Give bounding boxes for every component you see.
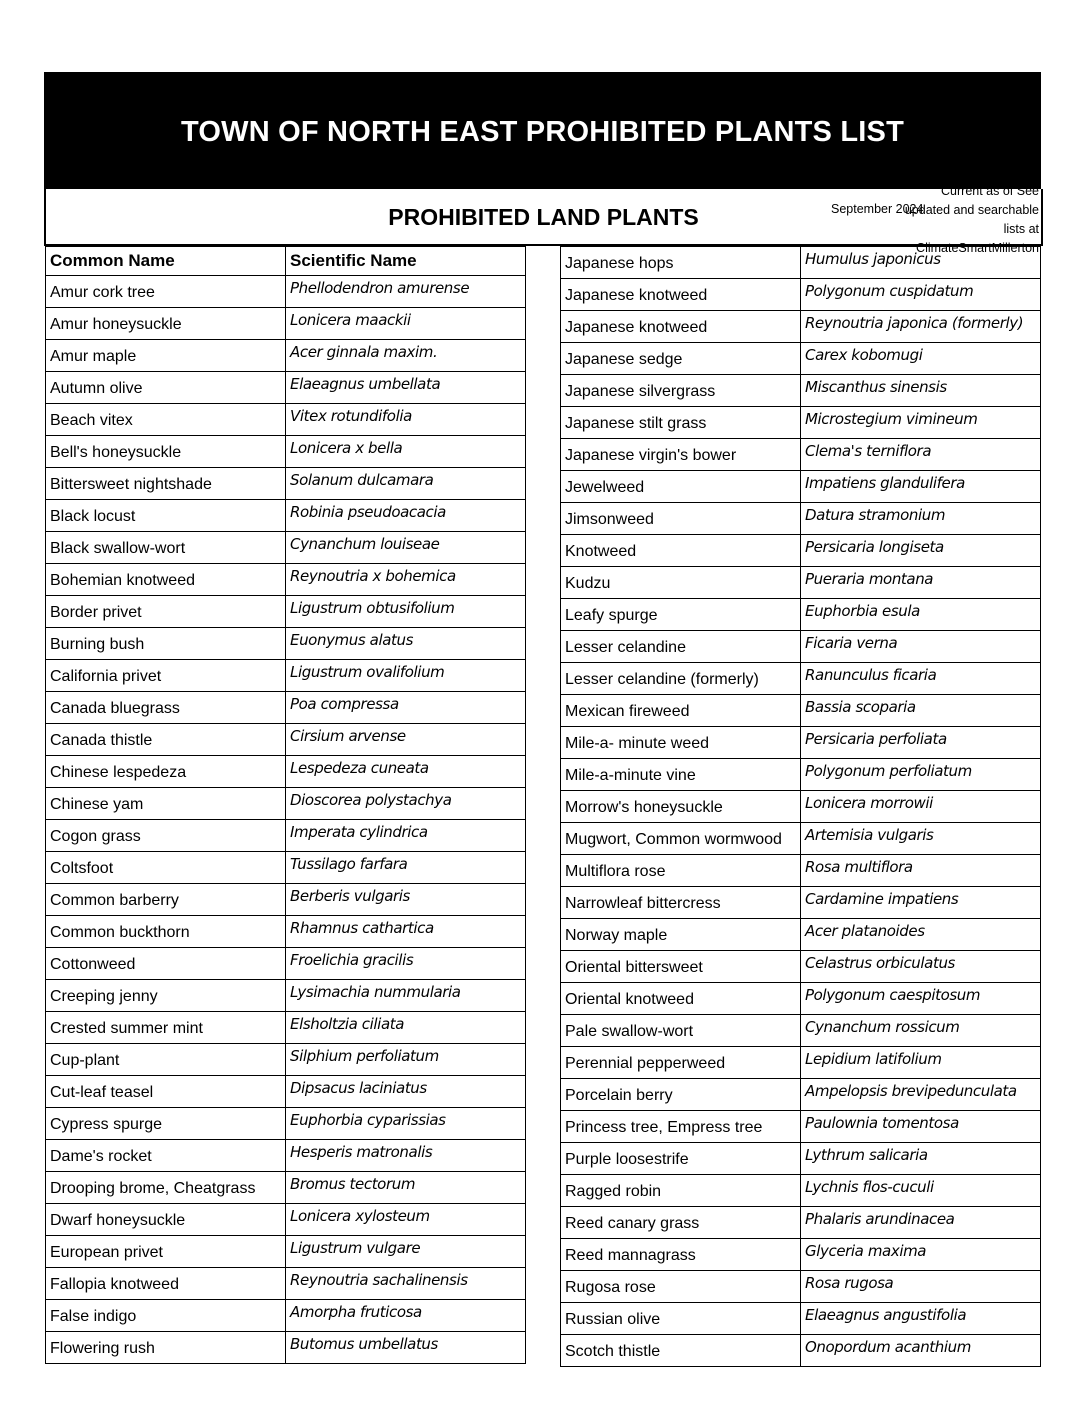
table-row (46, 436, 526, 468)
table-row (561, 1271, 1041, 1303)
plants-table-left-body (46, 276, 526, 1364)
table-row (46, 1140, 526, 1172)
common-name-cell: Multiflora rose (561, 855, 801, 887)
common-name-cell: Jewelweed (561, 471, 801, 503)
table-row (561, 1111, 1041, 1143)
current-as-of-date: September 2024 (831, 202, 924, 216)
scientific-name-cell: Dipsacus laciniatus (286, 1076, 526, 1108)
common-name-cell: Amur cork tree (46, 276, 286, 308)
table-row (561, 951, 1041, 983)
scientific-name-cell: Lonicera xylosteum (286, 1204, 526, 1236)
common-name-cell: Cottonweed (46, 948, 286, 980)
table-row (561, 695, 1041, 727)
table-row (561, 1207, 1041, 1239)
table-row (561, 983, 1041, 1015)
common-name-cell: Cup-plant (46, 1044, 286, 1076)
common-name-cell: Flowering rush (46, 1332, 286, 1364)
scientific-name-cell: Clema's terniflora (801, 439, 1041, 471)
common-name-cell: Coltsfoot (46, 852, 286, 884)
scientific-name-cell: Amorpha fruticosa (286, 1300, 526, 1332)
common-name-header: Common Name (46, 247, 286, 276)
section-header (44, 184, 1043, 255)
scientific-name-cell: Miscanthus sinensis (801, 375, 1041, 407)
table-row (46, 948, 526, 980)
table-row (561, 855, 1041, 887)
common-name-cell: Bell's honeysuckle (46, 436, 286, 468)
table-row (46, 1268, 526, 1300)
table-row (46, 756, 526, 788)
common-name-cell: Lesser celandine (formerly) (561, 663, 801, 695)
table-row (46, 1108, 526, 1140)
scientific-name-cell: Bassia scoparia (801, 695, 1041, 727)
common-name-cell: Rugosa rose (561, 1271, 801, 1303)
table-row (46, 1012, 526, 1044)
plants-table-left (45, 246, 526, 1364)
scientific-name-cell: Rosa multiflora (801, 855, 1041, 887)
table-row (46, 564, 526, 596)
common-name-cell: Japanese stilt grass (561, 407, 801, 439)
common-name-cell: Russian olive (561, 1303, 801, 1335)
scientific-name-cell: Berberis vulgaris (286, 884, 526, 916)
scientific-name-cell: Poa compressa (286, 692, 526, 724)
scientific-name-cell: Vitex rotundifolia (286, 404, 526, 436)
table-row (46, 596, 526, 628)
table-row (46, 308, 526, 340)
table-row (46, 980, 526, 1012)
scientific-name-cell: Polygonum caespitosum (801, 983, 1041, 1015)
table-row (46, 852, 526, 884)
common-name-cell: Princess tree, Empress tree (561, 1111, 801, 1143)
table-row (561, 727, 1041, 759)
scientific-name-cell: Cirsium arvense (286, 724, 526, 756)
table-row (46, 404, 526, 436)
scientific-name-cell: Acer ginnala maxim. (286, 340, 526, 372)
common-name-cell: Dame's rocket (46, 1140, 286, 1172)
scientific-name-cell: Lychnis flos-cuculi (801, 1175, 1041, 1207)
scientific-name-cell: Ligustrum obtusifolium (286, 596, 526, 628)
common-name-cell: Drooping brome, Cheatgrass (46, 1172, 286, 1204)
scientific-name-cell: Elaeagnus angustifolia (801, 1303, 1041, 1335)
common-name-cell: Knotweed (561, 535, 801, 567)
scientific-name-cell: Ligustrum vulgare (286, 1236, 526, 1268)
scientific-name-cell: Euonymus alatus (286, 628, 526, 660)
table-row (561, 343, 1041, 375)
common-name-cell: Chinese yam (46, 788, 286, 820)
common-name-cell: Reed mannagrass (561, 1239, 801, 1271)
common-name-cell: Bittersweet nightshade (46, 468, 286, 500)
scientific-name-cell: Acer platanoides (801, 919, 1041, 951)
common-name-cell: Scotch thistle (561, 1335, 801, 1367)
common-name-cell: Pale swallow-wort (561, 1015, 801, 1047)
common-name-cell: Autumn olive (46, 372, 286, 404)
update-note: Current as of See updated and searchable lists at ClimateSmartMillerton (904, 184, 1039, 255)
table-row (46, 660, 526, 692)
scientific-name-cell: Solanum dulcamara (286, 468, 526, 500)
table-row (46, 1172, 526, 1204)
scientific-name-cell: Bromus tectorum (286, 1172, 526, 1204)
scientific-name-cell: Persicaria longiseta (801, 535, 1041, 567)
common-name-cell: Cogon grass (46, 820, 286, 852)
common-name-cell: Chinese lespedeza (46, 756, 286, 788)
common-name-cell: Dwarf honeysuckle (46, 1204, 286, 1236)
plants-table-right (560, 246, 1041, 1367)
scientific-name-cell: Humulus japonicus (801, 247, 1041, 279)
common-name-cell: Japanese silvergrass (561, 375, 801, 407)
common-name-cell: Jimsonweed (561, 503, 801, 535)
common-name-cell: Black swallow-wort (46, 532, 286, 564)
common-name-cell: Cypress spurge (46, 1108, 286, 1140)
table-row (46, 340, 526, 372)
common-name-cell: Common buckthorn (46, 916, 286, 948)
table-row (46, 724, 526, 756)
table-row (561, 791, 1041, 823)
scientific-name-cell: Reynoutria japonica (formerly) (801, 311, 1041, 343)
scientific-name-cell: Carex kobomugi (801, 343, 1041, 375)
table-row (561, 663, 1041, 695)
common-name-cell: Japanese knotweed (561, 311, 801, 343)
scientific-name-cell: Rhamnus cathartica (286, 916, 526, 948)
scientific-name-cell: Impatiens glandulifera (801, 471, 1041, 503)
title-banner (44, 72, 1041, 189)
common-name-cell: Amur maple (46, 340, 286, 372)
scientific-name-cell: Robinia pseudoacacia (286, 500, 526, 532)
table-row (46, 788, 526, 820)
table-row (561, 887, 1041, 919)
scientific-name-cell: Tussilago farfara (286, 852, 526, 884)
scientific-name-cell: Lonicera maackii (286, 308, 526, 340)
table-row (46, 372, 526, 404)
scientific-name-cell: Polygonum cuspidatum (801, 279, 1041, 311)
common-name-cell: Mile-a- minute weed (561, 727, 801, 759)
scientific-name-cell: Lysimachia nummularia (286, 980, 526, 1012)
scientific-name-cell: Ampelopsis brevipedunculata (801, 1079, 1041, 1111)
table-row (46, 532, 526, 564)
scientific-name-cell: Ficaria verna (801, 631, 1041, 663)
common-name-cell: Burning bush (46, 628, 286, 660)
scientific-name-cell: Euphorbia esula (801, 599, 1041, 631)
table-row (46, 1236, 526, 1268)
table-row (561, 1143, 1041, 1175)
table-row (46, 276, 526, 308)
table-row (46, 916, 526, 948)
common-name-cell: Crested summer mint (46, 1012, 286, 1044)
common-name-cell: Creeping jenny (46, 980, 286, 1012)
common-name-cell: Kudzu (561, 567, 801, 599)
scientific-name-cell: Cynanchum rossicum (801, 1015, 1041, 1047)
table-row (561, 1175, 1041, 1207)
scientific-name-header: Scientific Name (286, 247, 526, 276)
table-row (46, 820, 526, 852)
scientific-name-cell: Phellodendron amurense (286, 276, 526, 308)
scientific-name-cell: Polygonum perfoliatum (801, 759, 1041, 791)
common-name-cell: Common barberry (46, 884, 286, 916)
scientific-name-cell: Lespedeza cuneata (286, 756, 526, 788)
scientific-name-cell: Cynanchum louiseae (286, 532, 526, 564)
scientific-name-cell: Elaeagnus umbellata (286, 372, 526, 404)
scientific-name-cell: Ligustrum ovalifolium (286, 660, 526, 692)
table-row (561, 311, 1041, 343)
table-row (561, 375, 1041, 407)
table-row (46, 500, 526, 532)
common-name-cell: Fallopia knotweed (46, 1268, 286, 1300)
table-row (561, 1303, 1041, 1335)
common-name-cell: Narrowleaf bittercress (561, 887, 801, 919)
scientific-name-cell: Phalaris arundinacea (801, 1207, 1041, 1239)
common-name-cell: Amur honeysuckle (46, 308, 286, 340)
common-name-cell: Purple loosestrife (561, 1143, 801, 1175)
scientific-name-cell: Reynoutria x bohemica (286, 564, 526, 596)
common-name-cell: Mile-a-minute vine (561, 759, 801, 791)
table-row (561, 535, 1041, 567)
common-name-cell: Porcelain berry (561, 1079, 801, 1111)
scientific-name-cell: Lepidium latifolium (801, 1047, 1041, 1079)
table-row (561, 1079, 1041, 1111)
common-name-cell: Ragged robin (561, 1175, 801, 1207)
scientific-name-cell: Onopordum acanthium (801, 1335, 1041, 1367)
scientific-name-cell: Froelichia gracilis (286, 948, 526, 980)
table-row (46, 884, 526, 916)
common-name-cell: Japanese virgin's bower (561, 439, 801, 471)
common-name-cell: Leafy spurge (561, 599, 801, 631)
common-name-cell: Japanese hops (561, 247, 801, 279)
common-name-cell: Canada thistle (46, 724, 286, 756)
common-name-cell: False indigo (46, 1300, 286, 1332)
scientific-name-cell: Butomus umbellatus (286, 1332, 526, 1364)
table-row (561, 599, 1041, 631)
table-row (561, 759, 1041, 791)
common-name-cell: Cut-leaf teasel (46, 1076, 286, 1108)
table-row (46, 692, 526, 724)
common-name-cell: Oriental bittersweet (561, 951, 801, 983)
scientific-name-cell: Rosa rugosa (801, 1271, 1041, 1303)
table-row (561, 247, 1041, 279)
scientific-name-cell: Hesperis matronalis (286, 1140, 526, 1172)
scientific-name-cell: Silphium perfoliatum (286, 1044, 526, 1076)
table-header-row (46, 247, 526, 276)
common-name-cell: Black locust (46, 500, 286, 532)
scientific-name-cell: Lonicera morrowii (801, 791, 1041, 823)
common-name-cell: Japanese knotweed (561, 279, 801, 311)
common-name-cell: European privet (46, 1236, 286, 1268)
scientific-name-cell: Dioscorea polystachya (286, 788, 526, 820)
common-name-cell: Reed canary grass (561, 1207, 801, 1239)
scientific-name-cell: Lonicera x bella (286, 436, 526, 468)
table-row (46, 628, 526, 660)
table-row (561, 279, 1041, 311)
table-row (561, 439, 1041, 471)
scientific-name-cell: Euphorbia cyparissias (286, 1108, 526, 1140)
scientific-name-cell: Lythrum salicaria (801, 1143, 1041, 1175)
common-name-cell: California privet (46, 660, 286, 692)
table-row (561, 1015, 1041, 1047)
page-title: TOWN OF NORTH EAST PROHIBITED PLANTS LIST (181, 116, 904, 148)
table-row (561, 919, 1041, 951)
common-name-cell: Mexican fireweed (561, 695, 801, 727)
common-name-cell: Norway maple (561, 919, 801, 951)
scientific-name-cell: Persicaria perfoliata (801, 727, 1041, 759)
scientific-name-cell: Microstegium vimineum (801, 407, 1041, 439)
scientific-name-cell: Datura stramonium (801, 503, 1041, 535)
table-row (561, 471, 1041, 503)
table-row (561, 823, 1041, 855)
table-row (561, 631, 1041, 663)
common-name-cell: Border privet (46, 596, 286, 628)
scientific-name-cell: Glyceria maxima (801, 1239, 1041, 1271)
scientific-name-cell: Cardamine impatiens (801, 887, 1041, 919)
table-row (46, 1332, 526, 1364)
table-row (561, 1239, 1041, 1271)
scientific-name-cell: Celastrus orbiculatus (801, 951, 1041, 983)
common-name-cell: Oriental knotweed (561, 983, 801, 1015)
scientific-name-cell: Artemisia vulgaris (801, 823, 1041, 855)
common-name-cell: Bohemian knotweed (46, 564, 286, 596)
scientific-name-cell: Paulownia tomentosa (801, 1111, 1041, 1143)
table-row (561, 1335, 1041, 1367)
common-name-cell: Perennial pepperweed (561, 1047, 801, 1079)
common-name-cell: Canada bluegrass (46, 692, 286, 724)
common-name-cell: Beach vitex (46, 404, 286, 436)
scientific-name-cell: Imperata cylindrica (286, 820, 526, 852)
table-row (46, 468, 526, 500)
scientific-name-cell: Ranunculus ficaria (801, 663, 1041, 695)
scientific-name-cell: Reynoutria sachalinensis (286, 1268, 526, 1300)
common-name-cell: Mugwort, Common wormwood (561, 823, 801, 855)
table-row (46, 1300, 526, 1332)
section-title: PROHIBITED LAND PLANTS (388, 204, 699, 230)
scientific-name-cell: Elsholtzia ciliata (286, 1012, 526, 1044)
table-row (561, 1047, 1041, 1079)
common-name-cell: Morrow's honeysuckle (561, 791, 801, 823)
table-row (46, 1204, 526, 1236)
common-name-cell: Lesser celandine (561, 631, 801, 663)
common-name-cell: Japanese sedge (561, 343, 801, 375)
table-row (561, 503, 1041, 535)
plants-table-right-body (561, 247, 1041, 1367)
table-row (561, 567, 1041, 599)
table-row (46, 1044, 526, 1076)
table-row (46, 1076, 526, 1108)
scientific-name-cell: Pueraria montana (801, 567, 1041, 599)
table-row (561, 407, 1041, 439)
